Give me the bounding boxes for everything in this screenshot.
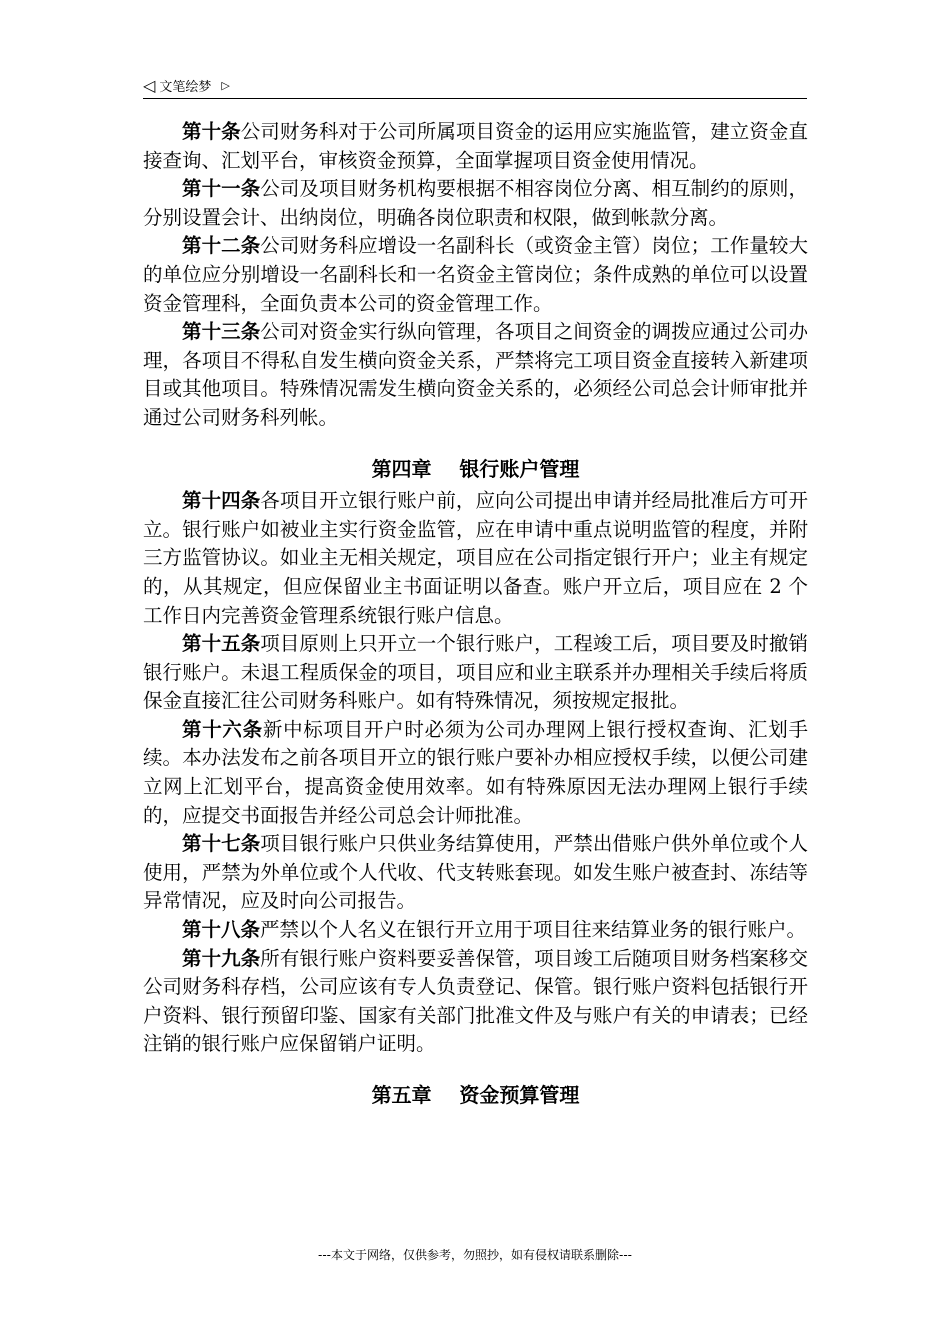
article-10 <box>143 118 808 175</box>
article-text: 严禁以个人名义在银行开立用于项目往来结算业务的银行账户。 <box>260 918 807 942</box>
article-12 <box>143 232 808 318</box>
article-17 <box>143 830 808 916</box>
article-title: 第十七条 <box>182 832 261 856</box>
article-title: 第十八条 <box>182 918 261 942</box>
article-15 <box>143 630 808 716</box>
article-title: 第十一条 <box>182 177 261 201</box>
article-18 <box>143 916 808 945</box>
article-14 <box>143 487 808 630</box>
article-title: 第十五条 <box>182 632 261 656</box>
chapter-4-heading: 第四章 银行账户管理 <box>371 456 580 481</box>
header-brand-text: 文笔绘梦 <box>159 80 212 95</box>
document-body <box>143 118 808 1110</box>
article-title: 第十三条 <box>182 320 261 344</box>
article-text: 公司财务科对于公司所属项目资金的运用应实施监管，建立资金直接查询、汇划平台，审核资金预算，全面掌握项目资金使用情况。 <box>143 120 808 172</box>
left-triangle-icon: ◁ <box>143 75 156 95</box>
article-16 <box>143 716 808 830</box>
article-11 <box>143 175 808 232</box>
page-header <box>143 72 807 99</box>
article-title: 第十九条 <box>182 946 261 970</box>
article-text: 公司对资金实行纵向管理，各项目之间资金的调拨应通过公司办理，各项目不得私自发生横向资金关系，严禁将完工项目资金直接转入新建项目或其他项目。特殊情况需发生横向资金关系的，必须经公司总会计师审批并通过公司财务科列帐。 <box>143 320 808 429</box>
article-text: 各项目开立银行账户前，应向公司提出申请并经局批准后方可开立。银行账户如被业主实行资金监管，应在申请中重点说明监管的程度，并附三方监管协议。如业主无相关规定，项目应在公司指定银行开户；业主有规定的，从其规定，但应保留业主书面证明以备查。账户开立后，项目应在 2 个工作日内完善资金管理系统银行账户信息。 <box>143 489 808 627</box>
article-text: 公司财务科应增设一名副科长（或资金主管）岗位；工作量较大的单位应分别增设一名副科长和一名资金主管岗位；条件成熟的单位可以设置资金管理科，全面负责本公司的资金管理工作。 <box>143 234 808 315</box>
article-13 <box>143 318 808 432</box>
article-text: 公司及项目财务机构要根据不相容岗位分离、相互制约的原则，分别设置会计、出纳岗位，明确各岗位职责和权限，做到帐款分离。 <box>143 177 808 229</box>
article-text: 项目原则上只开立一个银行账户，工程竣工后，项目要及时撤销银行账户。未退工程质保金的项目，项目应和业主联系并办理相关手续后将质保金直接汇往公司财务科账户。如有特殊情况，须按规定报批。 <box>143 632 808 713</box>
article-title: 第十六条 <box>182 717 263 741</box>
header-brand <box>143 76 230 95</box>
article-text: 所有银行账户资料要妥善保管，项目竣工后随项目财务档案移交公司财务科存档，公司应该有专人负责登记、保管。银行账户资料包括银行开户资料、银行预留印鉴、国家有关部门批准文件及与账户有关的申请表；已经注销的银行账户应保留销户证明。 <box>143 946 808 1056</box>
chapter-5-heading: 第五章 资金预算管理 <box>371 1083 580 1107</box>
right-triangle-icon: ▷ <box>221 79 230 92</box>
article-text: 项目银行账户只供业务结算使用，严禁出借账户供外单位或个人使用，严禁为外单位或个人代收、代支转账套现。如发生账户被查封、冻结等异常情况，应及时向公司报告。 <box>143 832 808 913</box>
page-footer: ---本文于网络，仅供参考，勿照抄，如有侵权请联系删除--- <box>318 1248 632 1262</box>
article-title: 第十二条 <box>182 234 261 258</box>
article-19 <box>143 945 808 1059</box>
article-title: 第十四条 <box>182 489 261 513</box>
article-text: 新中标项目开户时必须为公司办理网上银行授权查询、汇划手续。本办法发布之前各项目开立的银行账户要补办相应授权手续，以便公司建立网上汇划平台，提高资金使用效率。如有特殊原因无法办理网上银行手续的，应提交书面报告并经公司总会计师批准。 <box>143 717 808 827</box>
article-title: 第十条 <box>182 120 241 143</box>
